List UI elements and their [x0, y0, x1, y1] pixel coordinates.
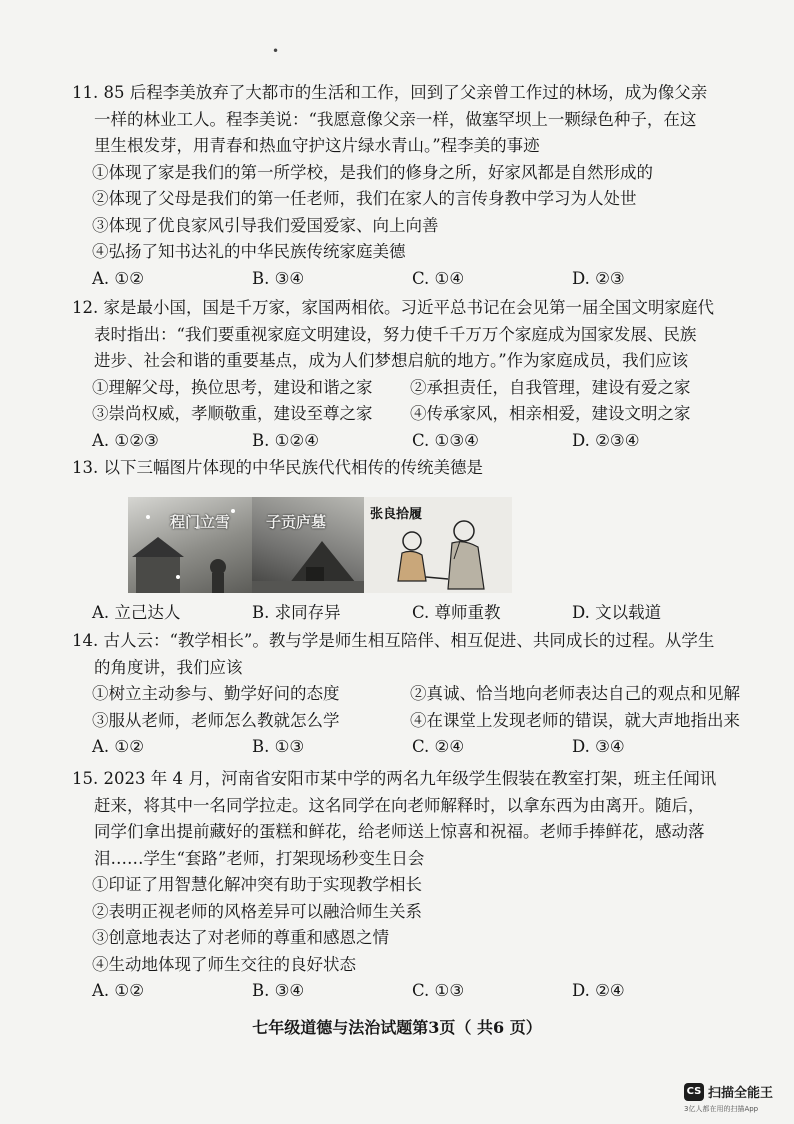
q15-option-b: B. ③④	[252, 981, 305, 1000]
q11-item-3: ③体现了优良家风引导我们爱国爱家、向上向善	[92, 215, 439, 235]
q14-stem-line: 14. 古人云：“教学相长”。教与学是师生相互陪伴、相互促进、共同成长的过程。从学生	[72, 631, 715, 650]
camscanner-logo-icon: CS	[684, 1083, 704, 1101]
q14-item-4: ④在课堂上发现老师的错误，就大声地指出来	[410, 710, 740, 730]
q15-stem-line: 同学们拿出提前藏好的蛋糕和鲜花，给老师送上惊喜和祝福。老师手捧鲜花，感动落	[94, 822, 705, 841]
q12-option-d: D. ②③④	[572, 430, 640, 450]
question-14	[72, 628, 744, 761]
picture-zhangliang-shilv	[364, 497, 512, 593]
picture-caption: 子贡庐墓	[266, 513, 327, 531]
q11-option-d: D. ②③	[572, 268, 625, 288]
q12-item-2: ②承担责任，自我管理，建设有爱之家	[410, 377, 691, 397]
q12-option-c: C. ①③④	[412, 430, 479, 450]
q14-option-d: D. ③④	[572, 737, 625, 756]
q14-option-c: C. ②④	[412, 737, 465, 756]
q13-option-b: B. 求同存异	[252, 603, 341, 622]
picture-zigong-lumu	[252, 497, 364, 593]
q14-item-1: ①树立主动参与、勤学好问的态度	[92, 684, 340, 703]
question-11	[72, 80, 744, 292]
q15-item-1: ①印证了用智慧化解冲突有助于实现教学相长	[92, 875, 422, 894]
q13-option-c: C. 尊师重教	[412, 603, 501, 622]
question-12	[72, 295, 744, 454]
q11-option-a: A. ①②	[92, 268, 144, 288]
q15-item-2: ②表明正视老师的风格差异可以融洽师生关系	[92, 901, 422, 921]
q14-option-b: B. ①③	[252, 737, 305, 756]
q15-option-c: C. ①③	[412, 981, 465, 1000]
picture-caption: 张良拾履	[370, 507, 423, 522]
q15-stem-line: 15. 2023 年 4 月，河南省安阳市某中学的两名九年级学生假装在教室打架，班主任闻讯	[72, 769, 717, 788]
q11-stem-line: 里生根发芽，用青春和热血守护这片绿水青山。”程李美的事迹	[94, 136, 540, 155]
question-15	[72, 766, 744, 1005]
q15-item-4: ④生动地体现了师生交往的良好状态	[92, 954, 356, 974]
q14-option-a: A. ①②	[92, 737, 144, 756]
q14-item-3: ③服从老师，老师怎么教就怎么学	[92, 710, 340, 730]
q12-stem-line: 12. 家是最小国，国是千万家，家国两相依。习近平总书记在会见第一届全国文明家庭代	[72, 298, 714, 317]
q11-option-c: C. ①④	[412, 268, 465, 288]
q15-option-a: A. ①②	[92, 981, 144, 1000]
q14-item-2: ②真诚、恰当地向老师表达自己的观点和见解	[410, 684, 740, 703]
q12-option-b: B. ①②④	[252, 430, 319, 450]
q12-item-1: ①理解父母，换位思考，建设和谐之家	[92, 377, 373, 397]
scanner-watermark	[684, 1082, 773, 1101]
scan-speck: •	[272, 44, 280, 58]
q13-picture-strip	[128, 497, 512, 593]
question-13-options	[72, 600, 744, 627]
q11-item-1: ①体现了家是我们的第一所学校，是我们的修身之所，好家风都是自然形成的	[92, 162, 653, 182]
watermark-subtext: 3亿人都在用的扫描App	[684, 1105, 759, 1113]
q12-option-a: A. ①②③	[92, 430, 159, 450]
q14-stem-line: 的角度讲，我们应该	[94, 657, 243, 677]
question-13	[72, 455, 744, 482]
q15-item-3: ③创意地表达了对老师的尊重和感恩之情	[92, 928, 389, 947]
q15-stem-line: 泪……学生“套路”老师，打架现场秒变生日会	[94, 848, 425, 868]
q15-option-d: D. ②④	[572, 981, 625, 1000]
q13-stem-line: 13. 以下三幅图片体现的中华民族代代相传的传统美德是	[72, 458, 483, 477]
q11-item-4: ④弘扬了知书达礼的中华民族传统家庭美德	[92, 242, 406, 261]
q11-stem-line: 一样的林业工人。程李美说：“我愿意像父亲一样，做塞罕坝上一颗绿色种子，在这	[94, 109, 697, 129]
q12-item-4: ④传承家风，相亲相爱，建设文明之家	[410, 404, 691, 423]
q11-option-b: B. ③④	[252, 268, 305, 288]
picture-caption: 程门立雪	[170, 513, 231, 531]
q12-stem-line: 进步、社会和谐的重要基点，成为人们梦想启航的地方。”作为家庭成员，我们应该	[94, 351, 689, 370]
page-footer: 七年级道德与法治试题第3页（ 共6 页）	[252, 1018, 542, 1037]
q13-option-d: D. 文以载道	[572, 603, 662, 622]
q13-option-a: A. 立己达人	[92, 603, 181, 622]
watermark-text: 扫描全能王	[708, 1086, 774, 1101]
q11-item-2: ②体现了父母是我们的第一任老师，我们在家人的言传身教中学习为人处世	[92, 189, 637, 208]
q12-stem-line: 表时指出：“我们要重视家庭文明建设，努力使千千万万个家庭成为国家发展、民族	[94, 324, 697, 344]
q11-stem-line: 11. 85 后程李美放弃了大都市的生活和工作，回到了父亲曾工作过的林场，成为像父亲	[72, 83, 708, 102]
q15-stem-line: 赶来，将其中一名同学拉走。这名同学在向老师解释时，以拿东西为由离开。随后，	[94, 795, 705, 815]
picture-chengmen-lixue	[128, 497, 252, 593]
q12-item-3: ③崇尚权威，孝顺敬重，建设至尊之家	[92, 404, 373, 423]
